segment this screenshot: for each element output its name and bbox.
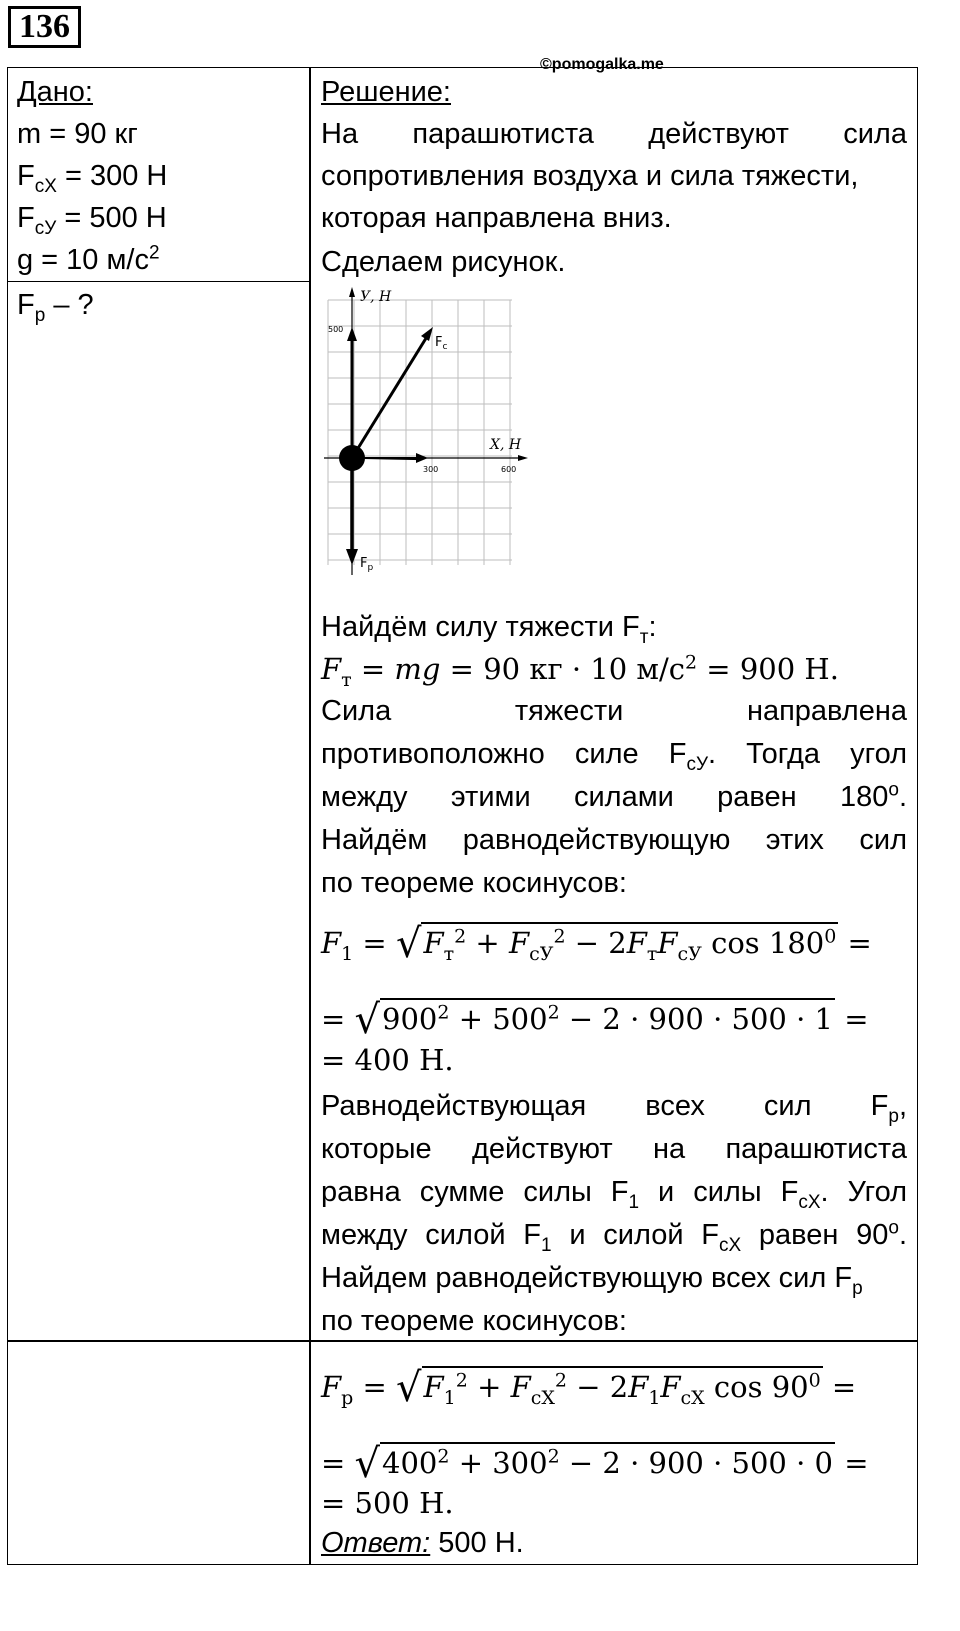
formula-f1: $F_1 = √F_т^2 + F_{сУ}^2 - 2F_тF_{сУ}$ $\cos 180^0$ = xyxy=(321,921,872,967)
solution-line-6: Сила тяжести направлена xyxy=(321,695,907,727)
x-tick-300: 300 xyxy=(423,465,439,474)
formula-ft: $F_т$ = mg = 90 кг · 10 $м/с^2 = 900$ Н. xyxy=(321,651,839,691)
table-bottom-left xyxy=(7,1341,311,1565)
vector-fc-label: $F_с$ xyxy=(435,335,448,352)
formula-fr: $F_р = √F_1^2 + F_{сX}^2 - 2F_1F_{сX}$ $\cos 90^0$ = xyxy=(321,1365,857,1411)
solution-line-9: Найдём равнодействующую этих сил xyxy=(321,824,907,856)
solution-line-1: На парашютиста действуют сила xyxy=(321,118,907,150)
given-mass: m = 90 кг xyxy=(17,118,138,150)
solution-line-10: по теореме косинусов: xyxy=(321,867,627,899)
formula-fr-calc: = $√400^2 + 300^2 - 2 \cdot 900 \cdot 500 \cdot 0$ = xyxy=(321,1441,869,1487)
solution-line-4: Сделаем рисунок. xyxy=(321,246,566,278)
solution-line-16: по теореме косинусов: xyxy=(321,1305,627,1337)
solution-line-5: Найдём силу тяжести $F_т$: xyxy=(321,611,657,648)
solution-line-13: равна сумме силы $F_1$ и силы $F_{сX}$. Угол xyxy=(321,1176,907,1213)
solution-line-8: между этими силами равен $180^о$. xyxy=(321,779,907,813)
formula-fr-result: = 500 Н. xyxy=(321,1486,454,1520)
solution-heading: Решение: xyxy=(321,76,451,108)
solution-line-12: которые действуют на парашютиста xyxy=(321,1133,907,1165)
solution-line-3: которая направлена вниз. xyxy=(321,202,672,234)
find-fr: $F_р$ – ? xyxy=(17,289,94,326)
solution-line-15: Найдем равнодействующую всех сил $F_р$ xyxy=(321,1262,863,1299)
given-g: g = 10 $м/с^2$ xyxy=(17,242,160,276)
solution-line-14: между силой $F_1$ и силой $F_{сX}$ равен $90^о$. xyxy=(321,1217,907,1256)
problem-number: 136 xyxy=(8,6,81,48)
solution-line-2: сопротивления воздуха и сила тяжести, xyxy=(321,160,859,192)
answer: Ответ: 500 Н. xyxy=(321,1527,524,1559)
y-tick-500: 500 xyxy=(328,325,344,334)
force-diagram xyxy=(320,285,540,575)
x-tick-600: 600 xyxy=(501,465,517,474)
watermark: ©pomogalka.me xyxy=(540,56,664,73)
solution-line-11: Равнодействующая всех сил $F_р$, xyxy=(321,1090,907,1127)
formula-f1-result: = 400 Н. xyxy=(321,1043,454,1077)
y-axis-label: У, Н xyxy=(360,289,392,305)
given-fcy: $F_{сУ} = 500$ Н xyxy=(17,202,167,239)
vector-fr-label: $F_р$ xyxy=(360,556,374,573)
formula-f1-calc: = $√900^2 + 500^2 - 2 \cdot 900 \cdot 500 \cdot 1$ = xyxy=(321,997,869,1043)
given-fcx: $F_{сX} = 300$ Н xyxy=(17,160,168,197)
solution-line-7: противоположно силе $F_{сУ}$. Тогда угол xyxy=(321,738,907,775)
x-axis-label: X, Н xyxy=(490,437,522,453)
given-heading: Дано: xyxy=(17,76,93,108)
